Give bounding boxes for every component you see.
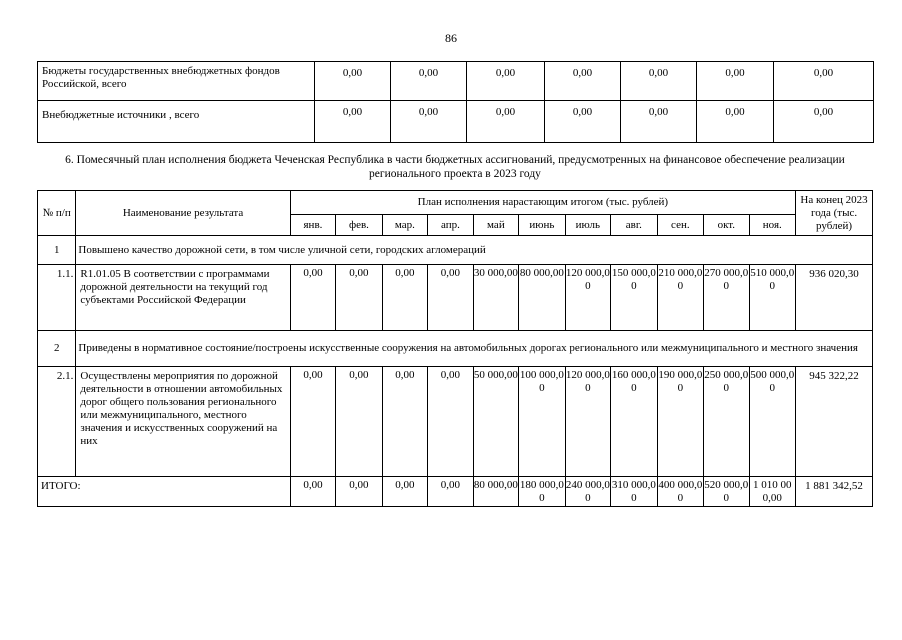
row-total: 936 020,30 — [796, 265, 873, 331]
table-cell: 210 000,00 — [657, 265, 703, 331]
table-cell: 0,00 — [428, 477, 473, 507]
table-cell: 0,00 — [621, 62, 697, 101]
table-cell: 190 000,00 — [657, 367, 703, 477]
table-cell: 0,00 — [315, 62, 391, 101]
table-cell: 160 000,00 — [611, 367, 657, 477]
itogo-total: 1 881 342,52 — [796, 477, 873, 507]
table-cell: 50 000,00 — [473, 367, 518, 477]
header-month: май — [473, 215, 518, 236]
table-cell: 1 010 000,00 — [749, 477, 796, 507]
table-cell: 0,00 — [336, 265, 382, 331]
table-cell: 0,00 — [336, 367, 382, 477]
header-num: № п/п — [38, 191, 76, 236]
section-row — [38, 236, 873, 265]
header-month: фев. — [336, 215, 382, 236]
table-cell: 520 000,00 — [704, 477, 749, 507]
header-month: апр. — [428, 215, 473, 236]
section-number: 2 — [38, 331, 76, 367]
header-month: сен. — [657, 215, 703, 236]
itogo-row — [38, 477, 873, 507]
table-cell: 0,00 — [774, 62, 874, 101]
table-cell: 270 000,00 — [704, 265, 749, 331]
header-month: июнь — [519, 215, 565, 236]
monthly-plan-table — [37, 190, 873, 507]
row-label: Бюджеты государственных внебюджетных фондов Российской, всего — [38, 62, 315, 101]
table-cell: 250 000,00 — [704, 367, 749, 477]
header-month: авг. — [611, 215, 657, 236]
table-cell: 0,00 — [467, 101, 545, 143]
table-row — [38, 367, 873, 477]
table-row — [38, 101, 874, 143]
row-label: Внебюджетные источники , всего — [38, 101, 315, 143]
table-cell: 0,00 — [428, 367, 473, 477]
table-cell: 0,00 — [697, 101, 774, 143]
result-name: Осуществлены мероприятия по дорожной деятельности в отношении автомобильных дорог общего пользования регионального или межмуниципального, местного значения и искусственных сооружений на них — [76, 367, 290, 477]
row-number: 1.1. — [38, 265, 76, 331]
section-heading: 6. Помесячный план исполнения бюджета Чеченская Республика в части бюджетных ассигнований, предусмотренных на финансовое обеспечение реализации регионального проекта в 2023 году — [65, 154, 845, 180]
table-cell: 0,00 — [382, 265, 427, 331]
table-cell: 0,00 — [545, 62, 621, 101]
table-cell: 0,00 — [391, 62, 467, 101]
row-number: 2.1. — [38, 367, 76, 477]
result-name: R1.01.05 В соответствии с программами дорожной деятельности на текущий год субъектами Российской Федерации — [76, 265, 290, 331]
table-cell: 510 000,00 — [749, 265, 796, 331]
table-cell: 150 000,00 — [611, 265, 657, 331]
header-name: Наименование результата — [76, 191, 290, 236]
table-cell: 0,00 — [391, 101, 467, 143]
header-month: мар. — [382, 215, 427, 236]
header-plan: План исполнения нарастающим итогом (тыс. рублей) — [290, 191, 795, 215]
table-cell: 500 000,00 — [749, 367, 796, 477]
budget-sources-table — [37, 61, 874, 143]
table-row — [38, 62, 874, 101]
itogo-label: ИТОГО: — [38, 477, 291, 507]
table-cell: 0,00 — [774, 101, 874, 143]
table-cell: 310 000,00 — [611, 477, 657, 507]
table-cell: 0,00 — [467, 62, 545, 101]
table-cell: 180 000,00 — [519, 477, 565, 507]
header-end-of-year: На конец 2023 года (тыс. рублей) — [796, 191, 873, 236]
table-cell: 0,00 — [290, 265, 335, 331]
table-cell: 0,00 — [290, 367, 335, 477]
table-cell: 100 000,00 — [519, 367, 565, 477]
section-title: Приведены в нормативное состояние/построены искусственные сооружения на автомобильных дорогах регионального или межмуниципального и местного значения — [76, 331, 873, 367]
table-cell: 0,00 — [545, 101, 621, 143]
table-cell: 30 000,00 — [473, 265, 518, 331]
table-row — [38, 265, 873, 331]
header-month: окт. — [704, 215, 749, 236]
table-cell: 80 000,00 — [519, 265, 565, 331]
table-cell: 120 000,00 — [565, 265, 610, 331]
table-cell: 0,00 — [315, 101, 391, 143]
table-cell: 240 000,00 — [565, 477, 610, 507]
table-cell: 0,00 — [697, 62, 774, 101]
table-header-row — [38, 191, 873, 215]
row-total: 945 322,22 — [796, 367, 873, 477]
table-cell: 80 000,00 — [473, 477, 518, 507]
table-cell: 120 000,00 — [565, 367, 610, 477]
page-number: 86 — [445, 31, 457, 45]
table-cell: 0,00 — [336, 477, 382, 507]
header-month: янв. — [290, 215, 335, 236]
table-cell: 0,00 — [382, 477, 427, 507]
table-cell: 400 000,00 — [657, 477, 703, 507]
header-month: ноя. — [749, 215, 796, 236]
header-month: июль — [565, 215, 610, 236]
section-title: Повышено качество дорожной сети, в том числе уличной сети, городских агломераций — [76, 236, 873, 265]
section-number: 1 — [38, 236, 76, 265]
table-cell: 0,00 — [621, 101, 697, 143]
table-cell: 0,00 — [428, 265, 473, 331]
table-cell: 0,00 — [290, 477, 335, 507]
section-row — [38, 331, 873, 367]
table-cell: 0,00 — [382, 367, 427, 477]
